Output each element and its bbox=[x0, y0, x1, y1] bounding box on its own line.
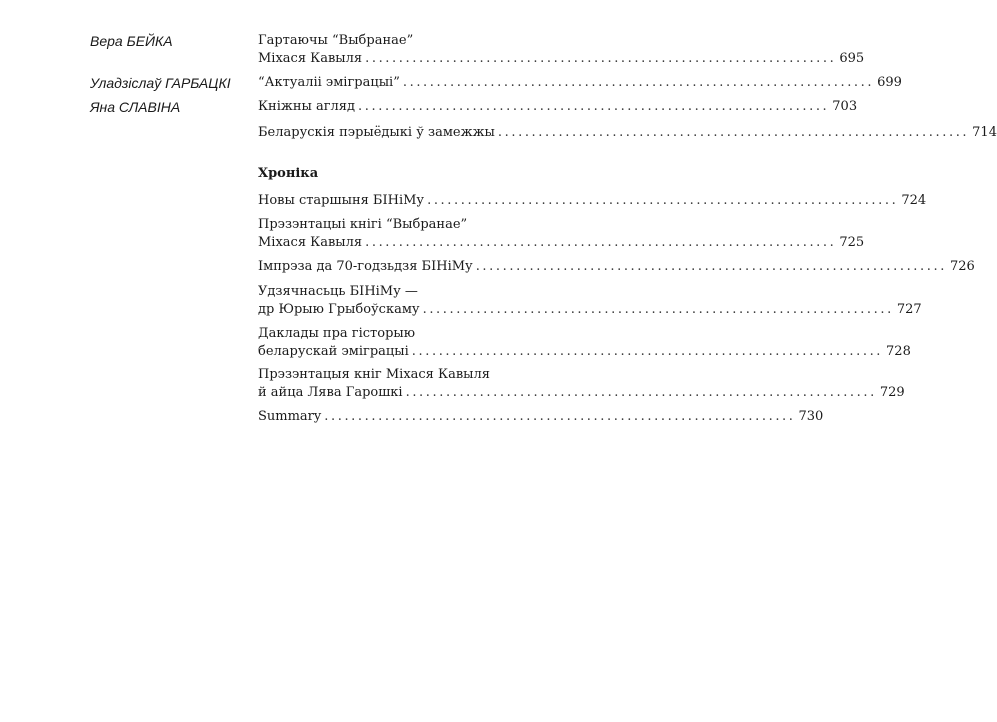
entry-title: Міхася Кавыля bbox=[258, 51, 363, 66]
dot-leader: ...................................................................... bbox=[402, 75, 875, 90]
dot-leader: ...................................................................... bbox=[475, 259, 947, 274]
entry-title: Удзячнасьць БІНіМу — bbox=[258, 284, 418, 299]
author-name: Яна СЛАВІНА bbox=[90, 99, 181, 115]
page-number: 724 bbox=[901, 193, 927, 208]
dot-leader: ...................................................................... bbox=[358, 99, 830, 114]
page-number: 714 bbox=[972, 125, 997, 140]
toc-entry[interactable] bbox=[258, 325, 911, 361]
toc-entry[interactable] bbox=[258, 192, 927, 210]
toc-entry[interactable] bbox=[258, 408, 824, 426]
entry-title: й айца Лява Гарошкі bbox=[258, 385, 403, 400]
dot-leader: ...................................................................... bbox=[324, 409, 796, 424]
author-name: Уладзіслаў ГАРБАЦКІ bbox=[90, 75, 231, 91]
entry-title: Даклады пра гісторыю bbox=[258, 326, 416, 341]
section-heading: Хроніка bbox=[258, 166, 319, 181]
dot-leader: ...................................................................... bbox=[497, 125, 970, 140]
entry-title: Новы старшыня БІНіМу bbox=[258, 193, 425, 208]
dot-leader: ...................................................................... bbox=[422, 302, 894, 317]
toc-entry[interactable] bbox=[258, 258, 975, 276]
dot-leader: ...................................................................... bbox=[405, 385, 877, 400]
entry-title: др Юрыю Грыбоўскаму bbox=[258, 302, 420, 317]
toc-entry[interactable] bbox=[258, 283, 922, 319]
entry-title: Беларускія пэрыёдыкі ў замежжы bbox=[258, 125, 495, 140]
dot-leader: ...................................................................... bbox=[365, 51, 837, 66]
entry-title: Кніжны агляд bbox=[258, 99, 356, 114]
toc-entry[interactable] bbox=[258, 366, 905, 402]
toc-entry[interactable] bbox=[258, 124, 997, 142]
entry-title: Summary bbox=[258, 409, 322, 424]
dot-leader: ...................................................................... bbox=[365, 235, 837, 250]
toc-entry[interactable] bbox=[258, 98, 858, 116]
page-number: 725 bbox=[839, 235, 865, 250]
entry-title: Гартаючы “Выбранае” bbox=[258, 33, 414, 48]
page-number: 730 bbox=[798, 409, 824, 424]
entry-title: беларускай эміграцыі bbox=[258, 344, 409, 359]
page-number: 699 bbox=[877, 75, 902, 90]
dot-leader: ...................................................................... bbox=[411, 344, 884, 359]
toc-entry[interactable] bbox=[258, 216, 865, 252]
entry-title: “Актуаліі эміграцыі” bbox=[258, 75, 400, 90]
entry-title: Міхася Кавыля bbox=[258, 235, 363, 250]
page-number: 729 bbox=[879, 385, 905, 400]
page-number: 703 bbox=[832, 99, 858, 114]
dot-leader: ...................................................................... bbox=[427, 193, 899, 208]
page-number: 726 bbox=[949, 259, 975, 274]
author-name: Вера БЕЙКА bbox=[90, 33, 173, 49]
entry-title: Імпрэза да 70-годзьдзя БІНіМу bbox=[258, 259, 473, 274]
toc-entry[interactable] bbox=[258, 74, 902, 92]
entry-title: Прэзэнтацыя кніг Міхася Кавыля bbox=[258, 367, 490, 382]
toc-entry[interactable] bbox=[258, 32, 865, 68]
entry-title: Прэзэнтацыі кнігі “Выбранае” bbox=[258, 217, 468, 232]
page-number: 728 bbox=[886, 344, 911, 359]
page-number: 727 bbox=[896, 302, 922, 317]
page-number: 695 bbox=[839, 51, 865, 66]
